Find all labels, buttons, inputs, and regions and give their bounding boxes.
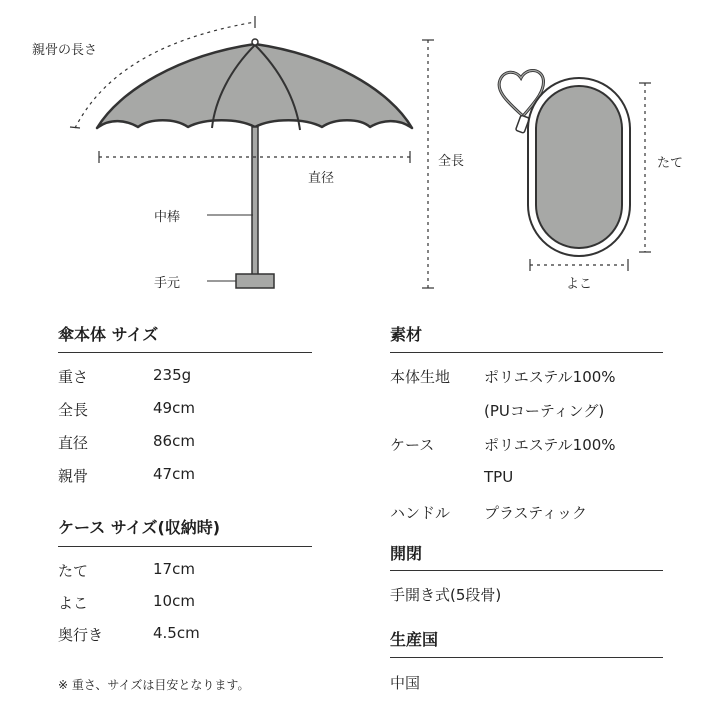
- case-size-label: 奥行き: [58, 626, 104, 644]
- material-row: [390, 502, 650, 522]
- case-size-label: たて: [58, 562, 89, 580]
- material-value: (PUコーティング): [484, 402, 605, 420]
- umbrella-size-row: [58, 366, 318, 386]
- umbrella-size-label: 直径: [58, 434, 89, 452]
- origin-value: 中国: [390, 674, 421, 692]
- diameter-label: 直径: [308, 171, 335, 186]
- case-size-row: [58, 624, 318, 644]
- shaft-label: 中棒: [154, 210, 181, 225]
- umbrella-illustration: [32, 16, 464, 291]
- material-value: ポリエステル100%: [484, 436, 616, 454]
- origin-rule: [390, 657, 663, 658]
- umbrella-tip: [252, 39, 258, 45]
- umbrella-size-value: 49cm: [153, 399, 195, 417]
- total-length-label: 全長: [438, 154, 465, 169]
- material-label: ケース: [390, 436, 435, 454]
- size-note: ※ 重さ、サイズは目安となります。: [58, 678, 250, 692]
- umbrella-size-row: [58, 399, 318, 419]
- case-width-label: よこ: [566, 277, 593, 292]
- origin-title: 生産国: [390, 630, 439, 649]
- case-size-row: [58, 592, 318, 612]
- rib-length-label: 親骨の長さ: [32, 43, 98, 58]
- material-row: [390, 468, 650, 488]
- material-value: TPU: [484, 468, 514, 486]
- case-size-value: 4.5cm: [153, 624, 200, 642]
- umbrella-canopy: [97, 44, 412, 128]
- material-row: [390, 434, 650, 454]
- case-illustration: [499, 71, 683, 293]
- umbrella-size-value: 86cm: [153, 432, 195, 450]
- opening-rule: [390, 570, 663, 571]
- umbrella-size-rule: [58, 352, 312, 353]
- case-height-label: たて: [657, 156, 684, 171]
- material-label: ハンドル: [390, 504, 451, 522]
- case-size-rule: [58, 546, 312, 547]
- material-rule: [390, 352, 663, 353]
- umbrella-size-title: 傘本体 サイズ: [58, 325, 159, 344]
- opening-title: 開閉: [390, 544, 423, 563]
- umbrella-handle: [236, 274, 274, 288]
- umbrella-size-label: 親骨: [58, 467, 89, 485]
- case-size-value: 10cm: [153, 592, 195, 610]
- handle-label: 手元: [154, 276, 181, 291]
- umbrella-size-row: [58, 432, 318, 452]
- umbrella-size-label: 全長: [58, 401, 89, 419]
- umbrella-shaft: [252, 127, 258, 275]
- material-label: 本体生地: [390, 368, 451, 386]
- case-size-row: [58, 560, 318, 580]
- material-value: プラスティック: [484, 504, 588, 522]
- umbrella-size-row: [58, 465, 318, 485]
- case-size-title: ケース サイズ(収納時): [58, 518, 221, 537]
- product-diagram: [0, 0, 720, 305]
- material-row: [390, 366, 650, 386]
- opening-value: 手開き式(5段骨): [390, 586, 502, 604]
- case-size-value: 17cm: [153, 560, 195, 578]
- material-value: ポリエステル100%: [484, 368, 616, 386]
- umbrella-size-value: 235g: [153, 366, 192, 384]
- material-row: [390, 400, 650, 420]
- umbrella-size-label: 重さ: [58, 368, 89, 386]
- case-size-label: よこ: [58, 594, 89, 612]
- umbrella-size-value: 47cm: [153, 465, 195, 483]
- material-title: 素材: [390, 325, 423, 344]
